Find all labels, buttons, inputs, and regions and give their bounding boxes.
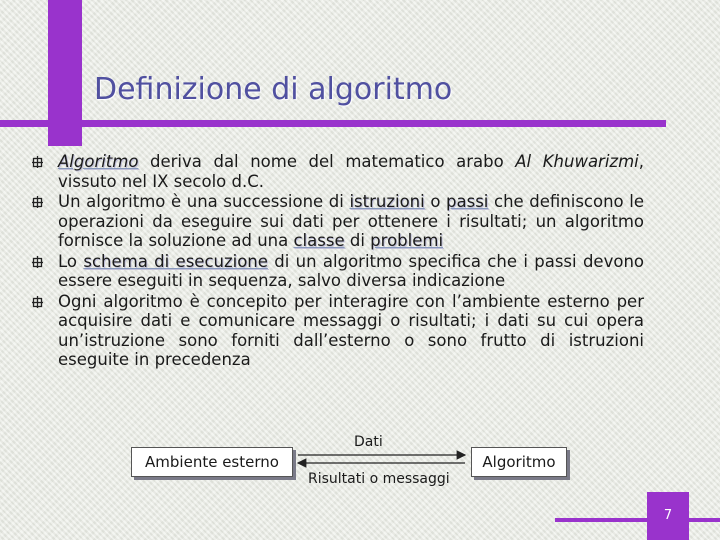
footer-accent-rule bbox=[555, 518, 720, 522]
page-number: 7 bbox=[647, 492, 689, 540]
bullet-text bbox=[58, 252, 644, 291]
bullet-list bbox=[32, 152, 644, 370]
text-run: di bbox=[344, 231, 371, 250]
title-underline-rule bbox=[0, 120, 666, 127]
text-run: che definiscono le operazioni da eseguire sui dati per ottenere i risultati; un algoritmo fornisce la soluzione ad una bbox=[58, 192, 644, 250]
keyword-passi: passi bbox=[446, 192, 489, 211]
keyword-algoritmo: Algoritmo bbox=[58, 152, 139, 171]
bullet-text: Ogni algoritmo è concepito per interagire con l’ambiente esterno per acquisire dati e comunicare messaggi o risultati; i dati su cui opera un’istruzione sono forniti dall’esterno o sono frutto di istruzioni eseguite in precedenza bbox=[58, 291, 644, 369]
bullet-text bbox=[58, 152, 644, 191]
slide-title: Definizione di algoritmo bbox=[94, 72, 453, 107]
text-run: Un algoritmo è una successione di bbox=[58, 192, 350, 211]
text-run: o bbox=[424, 192, 447, 211]
text-run: , vissuto nel IX secolo d.C. bbox=[58, 152, 644, 191]
box-algoritmo: Algoritmo bbox=[471, 447, 567, 477]
label-risultati-o-messaggi: Risultati o messaggi bbox=[308, 471, 450, 487]
crossed-square-bullet-icon bbox=[32, 296, 43, 308]
crossed-square-bullet-icon bbox=[32, 196, 43, 208]
bullet-item bbox=[32, 252, 644, 291]
label-dati: Dati bbox=[354, 434, 383, 450]
text-run: deriva dal nome del matematico arabo bbox=[138, 152, 516, 171]
keyword-istruzioni: istruzioni bbox=[349, 192, 425, 211]
name-al-khuwarizmi: Al Khuwarizmi bbox=[515, 152, 639, 171]
bullet-text bbox=[58, 192, 644, 250]
bullet-item bbox=[32, 152, 644, 191]
box-ambiente-esterno: Ambiente esterno bbox=[131, 447, 293, 477]
keyword-problemi: problemi bbox=[370, 231, 444, 250]
crossed-square-bullet-icon bbox=[32, 156, 43, 168]
bullet-item bbox=[32, 192, 644, 251]
keyword-schema-di-esecuzione: schema di esecuzione bbox=[83, 251, 268, 271]
crossed-square-bullet-icon bbox=[32, 256, 43, 268]
keyword-classe: classe bbox=[293, 231, 345, 250]
text-run: Lo bbox=[58, 251, 84, 271]
text-run: di un algoritmo specifica che i passi devono essere eseguiti in sequenza, salvo diversa indicazione bbox=[58, 251, 644, 290]
bullet-item bbox=[32, 292, 644, 370]
